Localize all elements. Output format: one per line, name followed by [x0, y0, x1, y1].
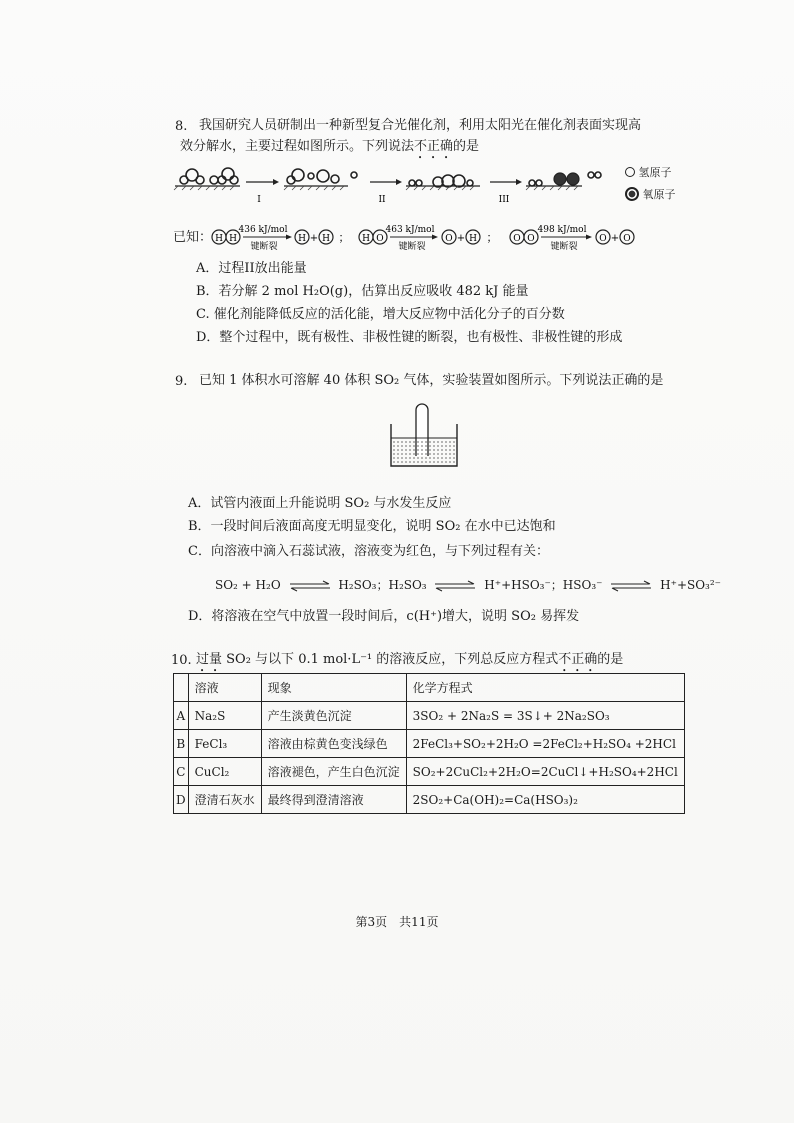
- intermediate-molecules-icon: [409, 175, 473, 187]
- svg-text:H: H: [298, 234, 306, 244]
- svg-text:+: +: [610, 233, 620, 244]
- q8-stem-line1: 我国研究人员研制出一种新型复合光催化剂，利用太阳光在催化剂表面实现高: [199, 118, 642, 133]
- oxygen-atom-icon: [625, 187, 639, 201]
- svg-text:H: H: [229, 234, 237, 244]
- page-footer: 第3页 共11页: [355, 915, 439, 929]
- svg-text:H: H: [322, 234, 330, 244]
- stage-I-label: I: [257, 195, 261, 205]
- q10-table: [173, 673, 685, 814]
- oo-energy-label: 498 kJ/mol: [537, 225, 587, 235]
- oo-break-label: 键断裂: [550, 242, 578, 252]
- q8-option-a: A．过程II放出能量: [196, 261, 307, 276]
- equilibrium-arrow-icon: [288, 580, 332, 592]
- svg-text:O: O: [599, 234, 607, 244]
- q8-bond-energy-diagram: [210, 220, 650, 256]
- svg-text:；: ；: [486, 231, 498, 244]
- svg-text:O: O: [376, 234, 384, 244]
- table-row: C CuCl₂ 溶液褪色，产生白色沉淀 SO₂+2CuCl₂+2H₂O=2CuCl↓+H₂SO₄+2HCl: [174, 758, 685, 786]
- svg-text:+: +: [456, 233, 466, 244]
- q9-apparatus-diagram: [385, 400, 465, 472]
- svg-text:O: O: [623, 234, 631, 244]
- q8-known-label: 已知：: [173, 230, 213, 245]
- q10-stem: 过量 SO₂ 与以下 0.1 mol·L⁻¹ 的溶液反应，下列总反应方程式不正确的是: [196, 652, 624, 667]
- svg-text:H: H: [469, 234, 477, 244]
- q8-emphasis: 不正确: [414, 139, 454, 154]
- q8-stem-line2: 效分解水，主要过程如图所示。下列说法不正确的是: [180, 139, 480, 154]
- products-icon: [529, 172, 601, 186]
- water-molecules-icon: [180, 168, 238, 184]
- svg-text:O: O: [513, 234, 521, 244]
- hh-energy-label: 436 kJ/mol: [238, 225, 288, 235]
- q8-option-d: D．整个过程中，既有极性、非极性键的断裂，也有极性、非极性键的形成: [196, 330, 623, 345]
- svg-text:；: ；: [338, 231, 350, 244]
- svg-text:O: O: [445, 234, 453, 244]
- svg-text:+: +: [309, 233, 319, 244]
- q9-option-a: A．试管内液面上升能说明 SO₂ 与水发生反应: [188, 496, 452, 511]
- equilibrium-arrow-icon: [609, 580, 653, 592]
- table-row: D 澄清石灰水 最终得到澄清溶液 2SO₂+Ca(OH)₂=Ca(HSO₃)₂: [174, 786, 685, 814]
- q8-legend: 氢原子 氧原子: [625, 164, 676, 204]
- dissociated-molecules-icon: [287, 169, 357, 184]
- oh-energy-label: 463 kJ/mol: [385, 225, 435, 235]
- svg-text:H: H: [362, 234, 370, 244]
- q9-number: 9.: [175, 374, 188, 389]
- table-row: B FeCl₃ 溶液由棕黄色变浅绿色 2FeCl₃+SO₂+2H₂O =2FeCl₂+H₂SO₄ +2HCl: [174, 730, 685, 758]
- q8-option-b: B．若分解 2 mol H₂O(g)，估算出反应吸收 482 kJ 能量: [196, 284, 529, 299]
- hh-break-label: 键断裂: [250, 242, 278, 252]
- hydrogen-atom-icon: [625, 167, 635, 177]
- q8-process-diagram: [170, 162, 680, 212]
- stage-II-label: II: [378, 195, 386, 205]
- oh-break-label: 键断裂: [398, 242, 426, 252]
- svg-text:H: H: [215, 234, 223, 244]
- q8-number: 8.: [175, 119, 188, 134]
- equilibrium-arrow-icon: [433, 580, 477, 592]
- q9-option-c: C．向溶液中滴入石蕊试液，溶液变为红色，与下列过程有关：: [188, 544, 549, 559]
- q8-option-c: C. 催化剂能降低反应的活化能，增大反应物中活化分子的百分数: [196, 307, 565, 322]
- table-header-row: 溶液 现象 化学方程式: [174, 674, 685, 702]
- svg-text:O: O: [527, 234, 535, 244]
- q9-option-b: B．一段时间后液面高度无明显变化，说明 SO₂ 在水中已达饱和: [188, 519, 556, 534]
- q9-stem: 已知 1 体积水可溶解 40 体积 SO₂ 气体，实验装置如图所示。下列说法正确的是: [199, 373, 664, 388]
- q9-option-d: D．将溶液在空气中放置一段时间后，c(H⁺)增大，说明 SO₂ 易挥发: [188, 609, 580, 624]
- stage-III-label: III: [498, 195, 510, 205]
- table-row: A Na₂S 产生淡黄色沉淀 3SO₂ + 2Na₂S = 3S↓+ 2Na₂SO₃: [174, 702, 685, 730]
- q9-equilibrium-equations: SO₂ + H₂O H₂SO₃；H₂SO₃ H⁺+HSO₃⁻；HSO₃⁻ H⁺+SO₃²⁻: [215, 578, 722, 592]
- q10-number: 10.: [171, 653, 192, 668]
